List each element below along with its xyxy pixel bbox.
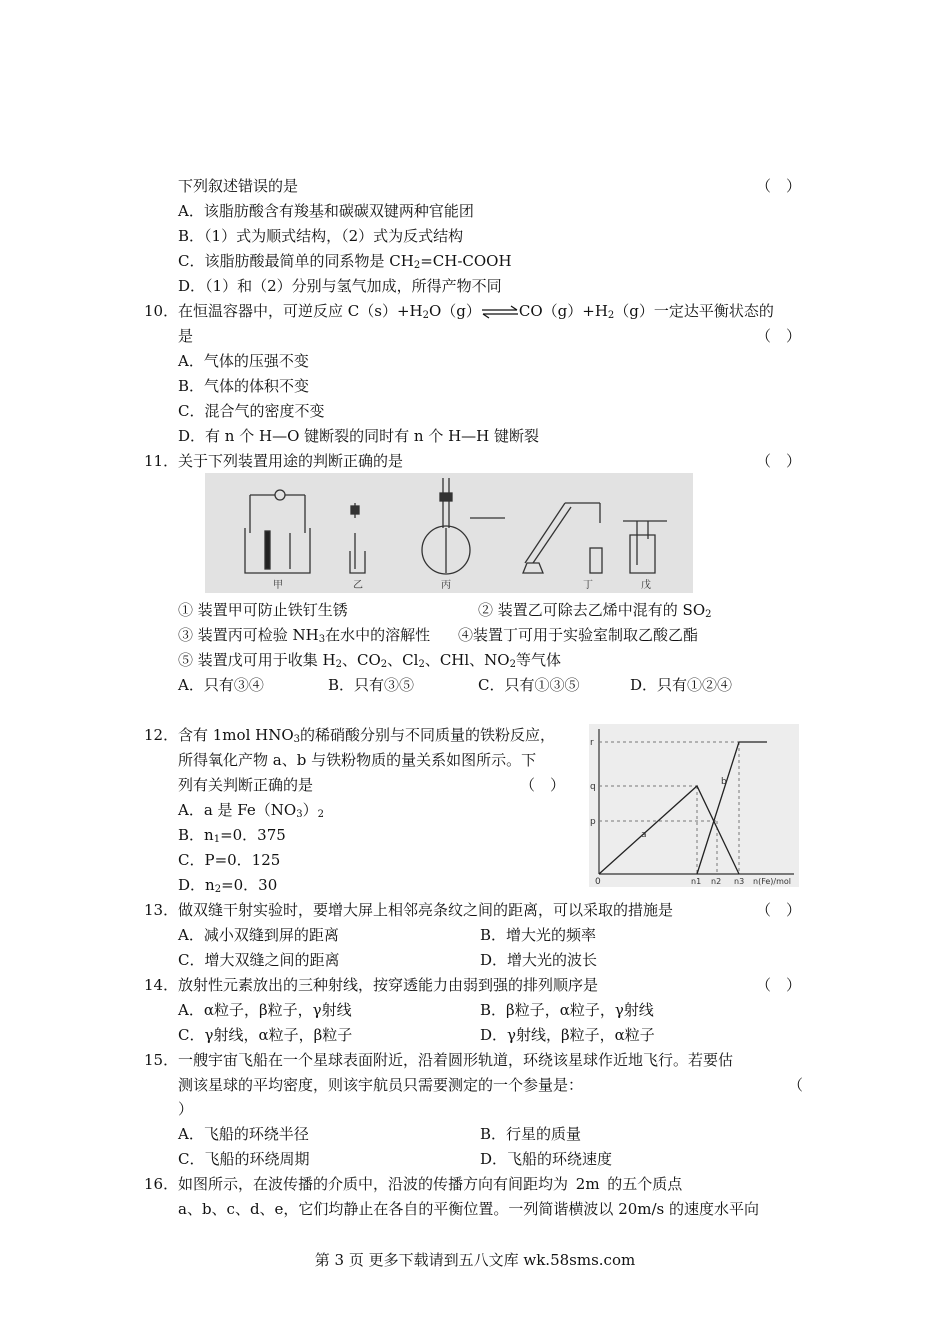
graph-line-label-b: b xyxy=(721,777,727,787)
q12-option-d: D．$n_2=0$．30 xyxy=(178,876,278,895)
q10-option-c: C．混合气的密度不变 xyxy=(178,402,325,420)
q16-stem-line2: a、b、c、d、e，它们均静止在各自的平衡位置。一列简谐横波以 20m/s 的速度水平向 xyxy=(178,1200,760,1218)
q11-option-a: A．只有③④ xyxy=(178,676,264,694)
apparatus-ding xyxy=(523,503,602,573)
q12-stem-line2: 所得氧化产物 a、b 与铁粉物质的量关系如图所示。下 xyxy=(178,751,537,769)
q11-statement-5: ⑤ 装置戊可用于收集 $H_2$、$CO_2$、$Cl_2$、CHl、$NO_2$等气体 xyxy=(178,651,561,670)
q9-option-c: C．该脂肪酸最简单的同系物是 $CH_2=CH$-COOH xyxy=(178,252,512,271)
q15-option-b: B．行星的质量 xyxy=(480,1125,582,1143)
q11-option-b: B．只有③⑤ xyxy=(328,676,415,694)
q9-option-d: D．（1）和（2）分别与氢气加成，所得产物不同 xyxy=(178,277,502,295)
q10-stem: 在恒温容器中，可逆反应 $C(s)+H_2O(g)$ $CO(g)+H_2(g)$一定达平衡状态的 xyxy=(178,302,774,321)
q11-statement-3: ③ 装置丙可检验 $NH_3$在水中的溶解性 xyxy=(178,626,431,645)
graph-x-label-n3: n3 xyxy=(734,877,745,886)
q12-option-a: A．a 是 $Fe(NO_3)_2$ xyxy=(178,801,324,820)
apparatus-label-yi: 乙 xyxy=(353,580,363,591)
q10-option-d: D．有 n 个 H—O 键断裂的同时有 n 个 H—H 键断裂 xyxy=(178,427,540,445)
q9-option-a: A．该脂肪酸含有羧基和碳碳双键两种官能团 xyxy=(178,202,474,220)
graph-x-label-origin: 0 xyxy=(595,877,601,887)
q10-number: 10． xyxy=(144,302,179,320)
q13-stem: 做双缝干射实验时，要增大屏上相邻亮条纹之间的距离，可以采取的措施是 xyxy=(178,901,674,919)
q14-stem: 放射性元素放出的三种射线，按穿透能力由弱到强的排列顺序是 xyxy=(178,976,599,994)
q11-stem: 关于下列装置用途的判断正确的是 xyxy=(178,452,404,470)
q10-stem-line2: 是 xyxy=(178,327,194,345)
q14-number: 14． xyxy=(144,976,179,994)
q11-number: 11． xyxy=(144,452,179,470)
apparatus-figure xyxy=(205,473,693,593)
graph-line-a xyxy=(599,786,739,874)
iron-nitrate-graph xyxy=(589,724,799,887)
q12-number: 12． xyxy=(144,726,179,744)
apparatus-wu xyxy=(623,521,667,573)
graph-y-label-r: r xyxy=(590,738,594,748)
q15-option-a: A．飞船的环绕半径 xyxy=(178,1125,309,1143)
q10-option-a: A．气体的压强不变 xyxy=(178,352,309,370)
graph-x-label-n2: n2 xyxy=(711,877,722,886)
graph-y-label-q: q xyxy=(590,782,596,792)
apparatus-yi xyxy=(350,503,365,573)
q15-bracket-close: ） xyxy=(178,1100,194,1118)
apparatus-label-wu: 戊 xyxy=(641,580,651,591)
q14-answer-bracket: （ ） xyxy=(756,976,802,994)
q14-option-b: B．β粒子，α粒子，γ射线 xyxy=(480,1001,654,1019)
q11-answer-bracket: （ ） xyxy=(756,452,802,470)
q12-stem-line3: 列有关判断正确的是 xyxy=(178,776,314,794)
q15-option-c: C．飞船的环绕周期 xyxy=(178,1150,310,1168)
q14-option-d: D．γ射线，β粒子，α粒子 xyxy=(480,1026,655,1044)
q14-option-c: C．γ射线，α粒子，β粒子 xyxy=(178,1026,353,1044)
graph-y-label-p: p xyxy=(590,817,596,827)
q9-answer-bracket: （ ） xyxy=(756,177,802,195)
q11-statement-4: ④装置丁可用于实验室制取乙酸乙酯 xyxy=(458,626,699,644)
q15-stem-line1: 一艘宇宙飞船在一个星球表面附近，沿着圆形轨道，环绕该星球作近地飞行。若要估 xyxy=(178,1051,734,1069)
q11-option-c: C．只有①③⑤ xyxy=(478,676,580,694)
q14-option-a: A．α粒子，β粒子，γ射线 xyxy=(178,1001,352,1019)
q11-statement-1: ① 装置甲可防止铁钉生锈 xyxy=(178,601,348,619)
q11-option-d: D．只有①②④ xyxy=(630,676,733,694)
graph-line-label-a: a xyxy=(641,830,647,840)
q12-option-b: B．$n_1=0$．375 xyxy=(178,826,286,845)
q10-answer-bracket: （ ） xyxy=(756,327,802,345)
q9-option-b: B．（1）式为顺式结构，（2）式为反式结构 xyxy=(178,227,464,245)
apparatus-jia xyxy=(245,490,310,573)
graph-drawing xyxy=(589,724,799,887)
q13-option-b: B．增大光的频率 xyxy=(480,926,597,944)
q12-option-c: C．P=0．125 xyxy=(178,851,281,869)
q16-stem-line1: 如图所示，在波传播的介质中，沿波的传播方向有间距均为 2m 的五个质点 xyxy=(178,1175,683,1193)
q15-bracket-open: （ xyxy=(788,1076,804,1094)
q13-option-d: D．增大光的波长 xyxy=(480,951,598,969)
apparatus-label-jia: 甲 xyxy=(273,580,283,591)
q13-answer-bracket: （ ） xyxy=(756,901,802,919)
q11-statement-2: ② 装置乙可除去乙烯中混有的 $SO_2$ xyxy=(478,601,712,620)
reversible-arrow-icon xyxy=(481,305,519,319)
graph-x-label-n1: n1 xyxy=(691,877,702,886)
apparatus-label-bing: 丙 xyxy=(441,580,451,591)
q12-stem-line1: 含有 1mol $HNO_3$的稀硝酸分别与不同质量的铁粉反应， xyxy=(178,726,556,745)
page-footer: 第 3 页 更多下载请到五八文库 wk.58sms.com xyxy=(314,1251,636,1269)
q15-number: 15． xyxy=(144,1051,179,1069)
q13-number: 13． xyxy=(144,901,179,919)
q16-number: 16． xyxy=(144,1175,179,1193)
apparatus-bing xyxy=(422,478,505,574)
apparatus-drawing xyxy=(205,473,693,593)
graph-x-axis-title: n(Fe)/mol xyxy=(753,877,792,886)
q15-option-d: D．飞船的环绕速度 xyxy=(480,1150,613,1168)
q13-option-a: A．减小双缝到屏的距离 xyxy=(178,926,339,944)
apparatus-label-ding: 丁 xyxy=(583,580,593,591)
q9-stem: 下列叙述错误的是 xyxy=(178,177,299,195)
q10-option-b: B．气体的体积不变 xyxy=(178,377,310,395)
q15-stem-line2: 测该星球的平均密度，则该宇航员只需要测定的一个参量是： xyxy=(178,1076,584,1094)
q13-option-c: C．增大双缝之间的距离 xyxy=(178,951,340,969)
q12-answer-bracket: （ ） xyxy=(520,776,566,794)
